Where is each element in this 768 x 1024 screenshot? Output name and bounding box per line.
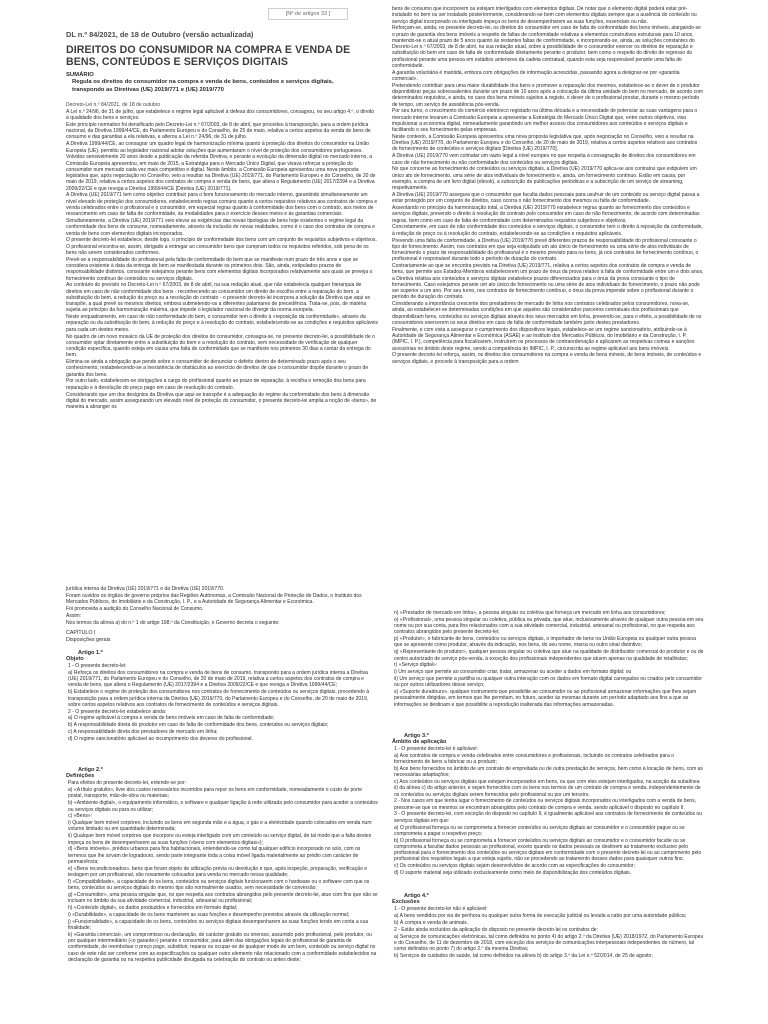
paragraph: Decreto-Lei n.º 84/2021, de 18 de outubro [66, 102, 161, 108]
article-item: ii) Qualquer bem móvel corpóreo que incorpore ou esteja interligado com um conteúdo ou serviço digital, de tal modo que a falta destes impeça os bens de desempenharem as suas funções («bens com elementos digitais»); [68, 833, 372, 846]
paragraph: Assentando no princípio da harmonização total, a Diretiva (UE) 2019/770 estabelece regras quanto ao fornecimento dos conteúdos e serviços digitais, prevendo o direito à resolução do contrato pelo consumidor em caso de não fornecimento, de acordo com determinadas regras, bem como em caso de falta de conformidade com determinados requisitos subjetivos e objetivos. [392, 205, 700, 224]
article-item: j) «Funcionalidade», a capacidade de os bens, conteúdos ou serviços digitais desempenharem as suas funções tendo em conta a sua finalidade; [68, 918, 369, 931]
paragraph: O presente decreto-lei reforça, assim, os direitos dos consumidores na compra e venda de bens móveis, de bens imóveis, de conteúdos e serviços digitais, e procede à transposição para a ordem [392, 352, 702, 365]
paragraph: No quadro de um novo mosaico da UE de proteção dos direitos do consumidor, consagra-se, no presente decreto-lei, a possibilidade de o consumidor optar diretamente entre a substituição do bem e a resolução do contrato, sem necessidade de verificação de qualquer condição específica, quando esteja em causa uma falta de conformidade que se manifeste nos primeiros 30 dias a contar da entrega do bem. [66, 333, 375, 359]
article-title: Definições [66, 773, 95, 780]
article-item: b) Estabelece o regime de proteção dos consumidores nos contratos de fornecimento de conteúdos ou serviços digitais, procedendo à transposição para a ordem jurídica interna da Diretiva (UE) 2019/770, do Parlamento Europeu e do Conselho, de 20 de maio de 2019, sobre certos aspetos relativos aos contratos de fornecimento de conteúdos e serviços digitais. [68, 689, 370, 708]
article-item: d) O suporte material seja utilizado exclusivamente como meio de disponibilização dos conteúdos digitais. [394, 870, 632, 877]
paragraph: bens de consumo que incorporem ou estejam interligados com elementos digitais. De notar que o elemento digital poderá estar pré-instalado no bem ou ser instalado posteriormente, considerando-se bem com elementos digitais sempre que a ausência do conteúdo ou serviço digital incorporado ou interligado impeça os bens de desempenharem as suas funções, essenciais ou não. [392, 6, 697, 25]
paragraph: Assim: [66, 612, 82, 619]
paragraph: Por outro lado, estabelecem-se obrigações a cargo do profissional quanto ao prazo de reparação, à recolha e remoção dos bens para reparação e à devolução do preço pago em caso de resolução do contrato. [66, 378, 366, 391]
article-item: d) O regime sancionatório aplicável ao incumprimento dos deveres do profissional. [68, 735, 253, 742]
paragraph: Neste contexto, a Comissão Europeia apresentou uma nova proposta legislativa que, após negociação no Conselho, veio a resultar na Diretiva (UE) 2019/770, do Parlamento Europeu e do Conselho, de 20 de maio de 2019, relativa a certos aspetos relativos aos contratos de fornecimento de conteúdos e serviços digitais [Diretiva (UE) 2019/770]. [392, 133, 698, 153]
paragraph: Contrariamente ao que se encontra previsto na Diretiva (UE) 2019/771, relativa a certos aspetos dos contratos de compra e venda de bens, que permite aos Estados-Membros estabelecerem um prazo de ónus da prova relativo à falta de conformidade entre um e dois anos, a Diretiva relativa aos conteúdos e serviços digitais estabelece prazos diferenciados para o ónus da prova consoante o tipo de fornecimento. Caso estejamos perante um ato único de fornecimento ou uma série de atos individuais de fornecimento, o prazo não pode ser superior a um ano. Por seu turno, nos contratos de fornecimento contínuo, o ónus da prova impende sobre o profissional durante o período de duração do contrato. [392, 263, 704, 301]
article-item: b) Aos bens fornecidos no âmbito de um contrato de empreitada ou de outra prestação de serviços, bem como à locação de bens, com as necessárias adaptações; [394, 765, 703, 779]
article-count-box: [Nº de artigos 33 ] [268, 8, 348, 20]
article-item: 2 - Estão ainda excluídos da aplicação do disposto no presente decreto-lei os contratos de: [394, 926, 598, 933]
paragraph: Prevê-se a responsabilidade do profissional pela falta de conformidade do bem que se manifeste num prazo de três anos e que se considera existente à data da entrega do bem se manifestada durante os primeiros dois. São, ainda, estipulados prazos de responsabilidade distintos, consoante estejamos perante bens com elementos digitais incorporados relativamente aos quais se preveja o fornecimento contínuo de conteúdos ou serviços digitais. [66, 256, 373, 282]
article-item: c) Os conteúdos ou serviços digitais sejam desenvolvidos de acordo com as especificações do consumidor; [394, 863, 635, 870]
article-number: Artigo 2.º [78, 766, 103, 773]
article-item: 3 - O presente decreto-lei, com exceção do disposto no capítulo II, é igualmente aplicável aos contratos de fornecimento de conteúdos ou serviços digitais em que: [394, 811, 703, 824]
article-item: i) «Durabilidade», a capacidade de os bens manterem as suas funções e desempenho previstos através da utilização normal; [68, 911, 350, 918]
article-item: r) «Serviço digital»: [394, 662, 438, 669]
article-item: p) «Produtor», o fabricante de bens, conteúdos ou serviços digitais, o importador de bens na União Europeia ou qualquer outra pessoa que se apresente como produtor, através da indicação, nos bens, do seu nome, marca ou outro sinal distintivo; [394, 636, 696, 649]
paragraph: Finalmente, e com vista a assegurar o cumprimento dos dispositivos legais, estabelece-se um regime sancionatório, atribuindo-se à Autoridade de Segurança Alimentar e Económica (ASAE) e ao Instituto dos Mercados Públicos, do Imobiliário e da Construção, I. P. (IMPIC, I. P.), competência para fiscalizarem, instruírem os processos de contraordenação e aplicarem as respetivas coimas e sanções acessórias no âmbito deste regime, sendo a competência do IMPIC, I. P., circunscrita ao regime aplicável aos bens imóveis. [392, 326, 695, 352]
paragraph: Pretendendo contribuir para uma maior durabilidade dos bens e promover a reparação dos mesmos, estabelece-se o dever de o produtor disponibilizar peças sobressalentes durante um prazo de 10 anos após a colocação da última unidade do bem no mercado, de acordo com determinados requisitos, e ainda, no caso dos bens móveis sujeitos a registo, o dever de o profissional prestar, durante o mesmo período de tempo, um serviço de assistência pós-venda. [392, 82, 704, 108]
article-title: Âmbito de aplicação [392, 738, 447, 745]
article-item: b) O profissional forneça ou se comprometa a fornecer conteúdos ou serviços digitais ao consumidor e o consumidor faculte ou se comprometa a facultar dados pessoais ao profissional, exceto quando os dados pessoais se destinem ao tratamento exclusivo pelo profissional para o fornecimento dos conteúdos ou serviços digitais em conformidade com o presente decreto-lei ou ao cumprimento pelo profissional dos requisitos legais a que esteja sujeito, não se procedendo ao tratamento desses dados para quaisquer outros fins; [394, 837, 702, 863]
article-item: h) «Conteúdo digital», os dados produzidos e fornecidos em formato digital; [68, 905, 238, 911]
article-item: Para efeitos do presente decreto-lei, entende-se por: [68, 780, 187, 787]
paragraph: Concretamente, em caso de não conformidade dos conteúdos e serviços digitais, o consumidor tem o direito à reposição da conformidade, à redução do preço ou à resolução do contrato, estabelecendo-se as condições e requisitos aplicáveis. [392, 224, 703, 237]
paragraph: O presente decreto-lei estabelece, desde logo, o princípio de conformidade dos bens com um conjunto de requisitos subjetivos e objetivos. O profissional encontra-se, assim, obrigado a entregar ao consumidor bens que cumpram todos os requisitos referidos, sob pena de os bens não serem considerados conformes. [66, 237, 377, 256]
summary-text: Regula os direitos do consumidor na compra e venda de bens, conteúdos e serviços digitais, transpondo as Diretivas (UE) 2019/771 e (UE) 2019/770 [72, 79, 334, 93]
paragraph: Neste enquadramento, em caso de não conformidade do bem, o consumidor tem o direito à «reposição da conformidade», através da reparação ou da substituição do bem, à redução do preço e à resolução do contrato, estabelecendo-se as condições e requisitos aplicáveis para cada um destes meios. [66, 314, 378, 333]
spacer [66, 743, 378, 761]
article-item: g) «Consumidor», uma pessoa singular que, no que respeita aos contratos abrangidos pelo presente decreto-lei, atue com fins que não se incluam no âmbito da sua atividade comercial, industrial, artesanal ou profissional; [68, 891, 378, 905]
paragraph: Elimina-se ainda a obrigação que pende sobre o consumidor de denunciar o defeito dentro de determinado prazo após o seu conhecimento, restabelecendo-se a inexistência de obstáculos ao exercício de direitos de que o consumidor dispõe durante o prazo de garantia dos bens. [66, 359, 369, 378]
article-item: a) A bens vendidos por via de penhora ou qualquer outra forma de execução judicial ou levada a cabo por uma autoridade pública; [394, 913, 687, 920]
paragraph: A Lei n.º 24/96, de 31 de julho, que estabelece o regime legal aplicável à defesa dos consumidores, consagrou, no seu artigo 4.º, o direito à qualidade dos bens e serviços. [66, 108, 375, 122]
article-item: a) Reforça os direitos dos consumidores na compra e venda de bens de consumo, transpondo para a ordem jurídica interna a Diretiva (UE) 2019/771, do Parlamento Europeu e do Conselho, de 20 de maio de 2019, relativa a certos aspetos dos contratos de compra e venda de bens, que altera o Regulamento (UE) 2017/2394 e a Diretiva 2009/22/CE e que revoga a Diretiva 1999/44/CE; [68, 669, 368, 689]
article-item: b) «Ambiente digital», o equipamento informático, o software e qualquer ligação à rede utilizada pelo consumidor para aceder a conteúdos ou serviços digitais ou para os utilizar; [68, 800, 378, 813]
paragraph: jurídica interna da Diretiva (UE) 2019/771 e da Diretiva (UE) 2019/770. [66, 586, 225, 592]
article-item: e) «Bens recondicionados», bens que foram objeto de utilização prévia ou devolução e que, após inspeção, preparação, verificação e testagem por um profissional, são novamente colocados para venda no mercado nessa qualidade; [68, 865, 368, 878]
articles-column-right [392, 610, 704, 1024]
paragraph: Foi promovida a audição do Conselho Nacional de Consumo. [66, 605, 204, 612]
article-item: ii) Um serviço que permite a partilha ou qualquer outra interação com os dados em formato digital carregados ou criados pelo consumidor ou por outros utilizadores desse serviço; [394, 676, 703, 689]
article-title: Objeto [66, 655, 84, 662]
paragraph: Considerando a importância crescente dos prestadores de mercado de linha nos contratos celebrados pelos consumidores, nova-se, ainda, ao estabelecer-se determinadas condições em que aqueles são considerados parceiros contratuais dos profissionais que disponibilizam bens, conteúdos ou serviços digitais através dos seus mercados em linha, prevendo-se, para o efeito, a possibilidade de os consumidores exercerem os seus direitos em caso de falta de conformidade também junto destes prestadores. [392, 301, 702, 326]
paragraph: No que concerne ao fornecimento de conteúdos ou serviços digitais, a Diretiva (UE) 2019/770 aplica-se aos contratos que estipulem um único ato de fornecimento, uma série de atos individuais de fornecimento e, ainda, um fornecimento contínuo. Estão em causa, por exemplo, a compra de um livro digital (ebook), a subscrição de publicações periódicas e a subscrição de um serviço de streaming, respetivamente. [392, 166, 697, 192]
article-item: n) «Prestador de mercado em linha», a pessoa singular ou coletiva que forneça um mercado em linha aos consumidores; [394, 610, 666, 616]
paragraph: Ao contrário do previsto no Decreto-Lei n.º 67/2003, de 8 de abril, na sua redação atual, que não estabelecia qualquer hierarquia de direitos em caso de não conformidade dos bens - reconhecendo ao consumidor um direito de escolha entre a reparação do bem, a substituição do bem, a redução do preço ou a resolução do contrato - o presente decreto-lei incorpora a solução da Diretiva que aqui se transpõe, a qual prevê os mesmos direitos, embora submetendo-os a diferentes patamares de precedência. Trata-se, pois, de matéria sujeita ao princípio da harmonização máxima, que impede o legislador nacional de divergir da norma europeia. [66, 282, 371, 314]
preamble-column-left [66, 102, 378, 566]
article-item: c) A responsabilidade direta dos prestadores de mercado em linha; [68, 729, 218, 736]
article-item: f) «Compatibilidade», a capacidade de os bens, conteúdos ou serviços digitais funcionarem com o hardware ou o software com que os bens, conteúdos ou serviços digitais do mesmo tipo são normalmente usados, sem necessidade de conversão; [68, 878, 370, 892]
article-title: Exclusões [392, 899, 420, 906]
article-number: Artigo 1.º [78, 649, 103, 656]
paragraph: A Diretiva (UE) 2019/771 tem como objetivo contribuir para o bom funcionamento do mercado interno, garantindo simultaneamente um nível elevado de proteção dos consumidores, estabelecendo regras comuns quanto a certos requisitos relativos aos contratos de compra e venda celebrados entre o profissional e o consumidor, em especial regras quanto à conformidade dos bens com o contrato, aos meios de ressarcimento em caso de falta de conformidade, às modalidades para o exercício desses meios e às garantias comerciais. [66, 192, 378, 218]
paragraph: A Diretiva (UE) 2019/770 assegura que o consumidor que faculta dados pessoais para usufruir de um conteúdo ou serviço digital passa a estar protegido por um conjunto de direitos, caso ocorra o não fornecimento dos mesmos ou falta de conformidade. [392, 192, 700, 205]
articles-column-left [66, 586, 378, 1024]
document-title: DL n.º 84/2021, de 18 de Outubro (versão actualizada) [66, 30, 254, 39]
paragraph: A Diretiva (UE) 2019/770 vem colmatar um vazio legal a nível europeu no que respeita à consagração de direitos dos consumidores em caso de não fornecimento ou não conformidade dos conteúdos ou serviços digitais. [392, 153, 696, 166]
chapter-number: CAPÍTULO I [66, 630, 96, 637]
main-heading: DIREITOS DO CONSUMIDOR NA COMPRA E VENDA DE BENS, CONTEÚDOS E SERVIÇOS DIGITAIS [66, 44, 351, 68]
article-number: Artigo 3.º [404, 732, 429, 739]
article-number: Artigo 4.º [404, 892, 429, 899]
article-item: a) «A título gratuito», livre dos custos necessários incorridos para repor os bens em conformidade, nomeadamente o custo de porte postal, transporte, mão-de-obra ou materiais; [68, 787, 363, 800]
article-item: 1 - O presente decreto-lei: [68, 663, 127, 670]
paragraph: Considerando que um dos desígnios da Diretiva que aqui se transpõe é a adequação do regime da conformidade dos bens à dimensão digital do mercado, assim assegurando um elevado nível de proteção do consumidor, o presente decreto-lei amplia a noção de «bens», de maneira a abranger os [66, 391, 377, 411]
paragraph: A garantia voluntária é mantida, embora com obrigações de informação acrescidas, passando agora a designar-se por «garantia comercial». [392, 69, 680, 82]
article-item: a) Aos contratos de compra e venda celebrados entre consumidores e profissionais, incluindo os contratos celebrados para o fornecimento de bens a fabricar ou a produzir; [394, 752, 674, 766]
article-item: 1 - O presente decreto-lei é aplicável: [394, 746, 478, 752]
article-item: 2 - O presente decreto-lei estabelece ainda: [68, 708, 167, 715]
article-item: b) À compra e venda de animais. [394, 920, 469, 927]
article-item: a) O regime aplicável à compra e venda de bens imóveis em caso de falta de conformidade; [68, 715, 275, 722]
spacer [392, 709, 704, 727]
chapter-title: Disposições gerais [66, 637, 111, 644]
preamble-column-right [392, 6, 704, 578]
article-item: i) Um serviço que permite ao consumidor criar, tratar, armazenar ou aceder a dados em formato digital; ou [394, 669, 632, 676]
paragraph: A Diretiva 1999/44/CE, ao consagrar um quadro legal de harmonização mínima quanto à proteção dos direitos do consumidor na União Europeia (UE), permitiu ao legislador nacional adotar soluções que aumentaram o nível de proteção dos consumidores portugueses. [66, 141, 369, 154]
article-item: a) Serviços de comunicações eletrónicas, tal como definidos no ponto 4) do artigo 2.º da Diretiva (UE) 2018/1972, do Parlamento Europeu e do Conselho, de 11 de dezembro de 2018, com exceção dos serviços de comunicações interpessoais independentes do número, tal como definidos no ponto 7) do artigo 2.º da mesma Diretiva; [394, 933, 704, 953]
article-item: 1 - O presente decreto-lei não é aplicável: [394, 906, 488, 913]
article-item: b) A responsabilidade direta do produtor em caso de falta de conformidade dos bens, conteúdos ou serviços digitais; [68, 722, 329, 729]
article-item: c) «Bens»: [68, 813, 93, 820]
article-item: s) «Suporte duradouro», qualquer instrumento que possibilite ao consumidor ou ao profissional armazenar informações que lhes sejam pessoalmente dirigidas, em termos que lhe permitam, no futuro, aceder às mesmas durante um período adaptado aos fins a que as informações se destinam e que possibilite a reprodução inalterada das informações armazenadas. [394, 689, 697, 708]
spacer [392, 877, 704, 887]
article-item: d) «Bens imóveis», prédios urbanos para fins habitacionais, entendendo-se como tal qualquer edifício incorporado no solo, com os terrenos que lhe sirvam de logradouro, sendo parte integrante toda a coisa móvel ligada materialmente ao prédio com carácter de permanência; [68, 846, 361, 865]
paragraph: Foram ouvidos os órgãos de governo próprios das Regiões Autónomas, a Comissão Nacional de Proteção de Dados, o Instituto dos Mercados Públicos, do Imobiliário e da Construção, I. P., e a Autoridade de Segurança Alimentar e Económica. [66, 592, 362, 606]
paragraph: Nos termos da alínea a) do n.º 1 do artigo 198.º da Constituição, o Governo decreta o seguinte: [66, 619, 280, 626]
article-item: a) O profissional forneça ou se comprometa a fornecer conteúdos ou serviços digitais ao consumidor e o consumidor pague ou se comprometa a pagar o respetivo preço; [394, 824, 685, 837]
summary-label: SUMÁRIO [66, 72, 94, 78]
article-item: b) Serviços de cuidados de saúde, tal como definidos na alínea b) do artigo 3.º da Lei n.º 52/2014, de 25 de agosto; [394, 953, 653, 960]
article-item: q) «Representante do produtor», qualquer pessoa singular ou coletiva que atue na qualidade de distribuidor comercial do produtor e ou de centro autorizado de serviço pós-venda, à exceção dos profissionais independentes que atuem apenas na qualidade de retalhistas; [394, 649, 704, 662]
paragraph: Volvidos sensivelmente 20 anos desde a publicação da referida Diretiva, e perante a evolução da dimensão digital no mercado interno, a Comissão Europeia apresentou, em maio de 2015, a Estratégia para o Mercado Único Digital, que visava reforçar a proteção do consumidor num mercado cada vez mais competitivo e digital. Neste âmbito, a Comissão Europeia apresentou uma nova proposta legislativa que, após negociação no Conselho, veio a resultar na Diretiva (UE) 2019/771, do Parlamento Europeu e do Conselho, de 20 de maio de 2019, relativa a certos aspetos dos contratos de compra e venda de bens, que altera o Regulamento (UE) 2017/2394 e a Diretiva 2009/22/CE e que revoga a Diretiva 1999/44/CE [Diretiva (UE) 2019/771]. [66, 154, 376, 192]
article-item: c) Aos conteúdos ou serviços digitais que estejam incorporados em bens, ou que com eles estejam interligados, na aceção da subalínea ii) da alínea c) do artigo anterior, e sejam fornecidos com os bens nos termos de um contrato de compra e venda, independentemente de os conteúdos ou serviços digitais serem fornecidos pelo profissional ou por um terceiro. [394, 779, 701, 798]
article-item: 2 - Nos casos em que tenha lugar o fornecimento de conteúdos ou serviços digitais incorporados ou interligados com a venda de bens, presume-se que os mesmos se encontram abrangidos pelo contrato de compra e venda, sendo aplicável o disposto no capítulo II. [394, 798, 697, 811]
article-item: k) «Garantia comercial», um compromisso ou declaração, de carácter gratuito ou oneroso, assumido pelo profissional, pelo produtor, ou por qualquer intermediário («o garante») perante o consumidor, para além das obrigações legais do profissional de garantia de conformidade, de reembolsar o preço pago, substituir, reparar ou ocupar-se de qualquer modo de um bem, conteúdo ou serviço digital no caso de este não ser conforme com as especificações ou qualquer outro elemento não relacionado com a conformidade estabelecidos na declaração de garantia ou na respetiva publicidade divulgada na celebração do contrato ou antes deste; [68, 931, 377, 963]
article-item: i) Qualquer bem móvel corpóreo, incluindo os bens em segunda mão e a água, o gás e a eletricidade quando colocados em venda num volume limitado ou em quantidade determinada; [68, 820, 372, 833]
summary-block [66, 72, 366, 94]
article-item: o) «Profissional», uma pessoa singular ou coletiva, pública ou privada, que atue, inclusivamente através de qualquer outra pessoa em seu nome ou por sua conta, para fins relacionados com a sua atividade comercial, industrial, artesanal ou profissional, no que respeita aos contratos abrangidos pelo presente decreto-lei; [394, 616, 704, 636]
paragraph: Reforçam-se, ainda, no presente decreto-lei, os direitos do consumidor em caso de falta de conformidade dos bens imóveis, alargando-se o prazo de garantia dos bens imóveis a respeito de faltas de conformidade relativas a elementos construtivos estruturais para 10 anos, mantendo-se o atual prazo de 5 anos quanto às restantes faltas de conformidade, e incorporando-se, ainda, as soluções constantes do Decreto-Lei n.º 67/2003, de 8 de abril, na sua redação atual, sobre a possibilidade de o consumidor exercer os direitos de reparação e substituição do bem em caso de falta de conformidade diretamente perante o produtor, bem como o respeito do direito de regresso do profissional perante uma pessoa em estádios anteriores da cadeia contratual, quando esta seja responsável perante uma falta de conformidade. [392, 25, 701, 69]
paragraph: Simultaneamente, a Diretiva (UE) 2019/771 veio elevar as exigências das novas tipologias de bens hoje existentes o regime legal da conformidade dos bens de consumo, nomeadamente, através da inclusão de novas realidades, como é o caso dos contratos de compra e venda de bens com elementos digitais incorporados. [66, 218, 375, 237]
paragraph: Por seu turno, o crescimento do comércio eletrónico registado na última década e a necessidade de potenciar as suas vantagens para o mercado interno levaram a Comissão Europeia a apresentar a Estratégia do Mercado Único Digital que, entre outros objetivos, visa impulsionar a economia digital, nomeadamente garantindo um melhor acesso dos consumidores aos conteúdos e serviços digitais e facilitando o seu fornecimento pelas empresas. [392, 108, 698, 134]
paragraph: Este princípio normativo foi densificado pelo Decreto-Lei n.º 67/2003, de 8 de abril, que procedeu à transposição, para a ordem jurídica nacional, da Diretiva 1999/44/CE, do Parlamento Europeu e do Conselho, de 25 de maio, relativa a certos aspetos da venda de bens de consumo e das garantias a ela relativas, e alterou a Lei n.º 24/96, de 31 de julho. [66, 121, 371, 141]
paragraph: Prevendo uma falta de conformidade, a Diretiva (UE) 2019/770 prevê diferentes prazos de responsabilidade do profissional consoante o tipo de fornecimento. Assim, nos contratos em que seja estipulado um ato único de fornecimento ou uma série de atos individuais de fornecimento o prazo de responsabilidade do profissional é o mesmo previsto para os bens, já nos contratos de fornecimento contínuo, o profissional é responsável durante todo o período de duração do contrato. [392, 237, 699, 263]
